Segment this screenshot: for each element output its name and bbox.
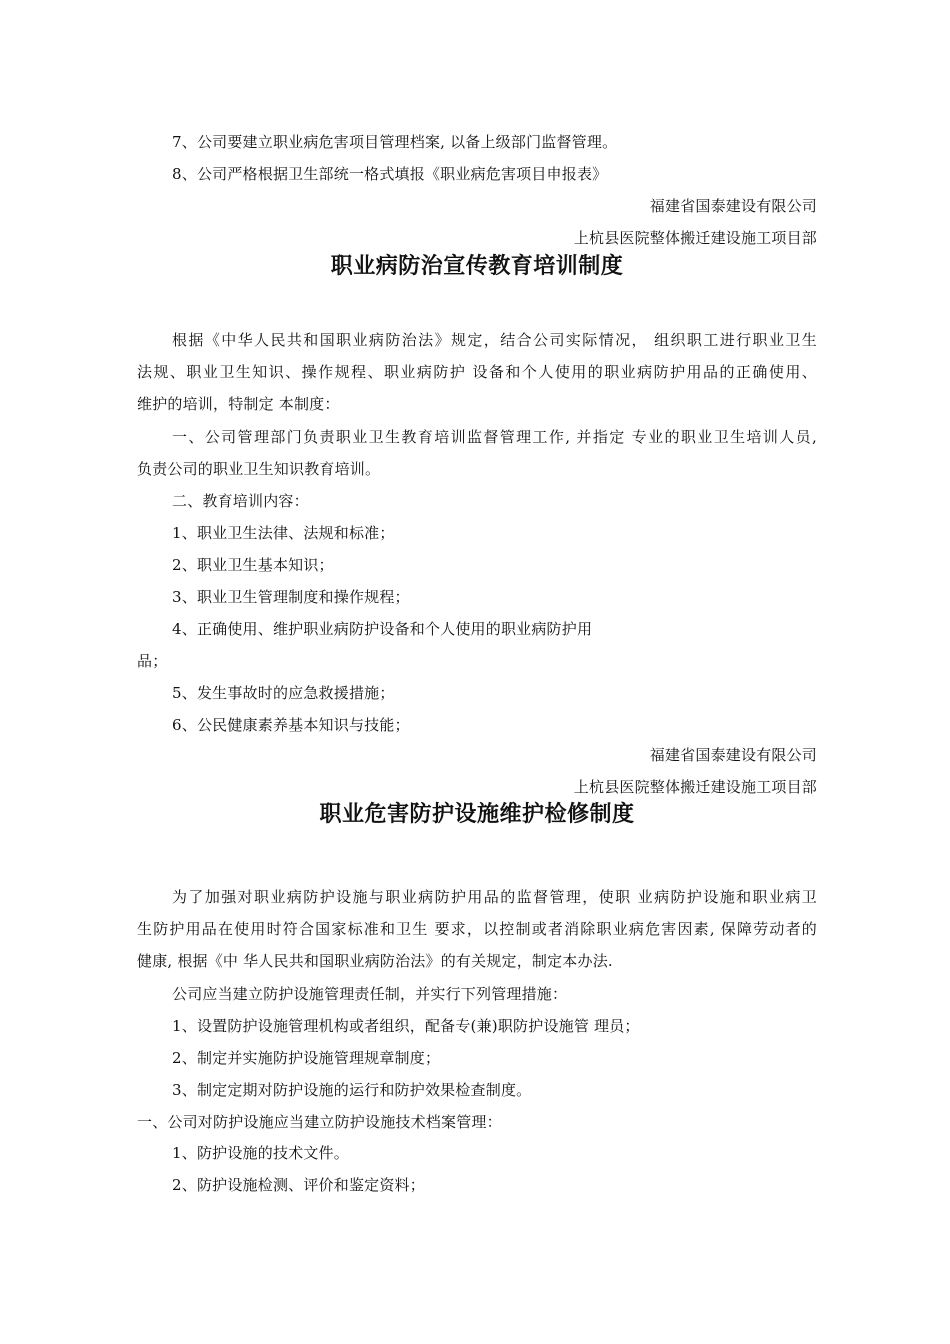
list-item: 6、公民健康素养基本知识与技能； [172,716,410,734]
section-title: 职业病防治宣传教育培训制度 [330,254,624,279]
paragraph-line: 法规、职业卫生知识、操作规程、职业病防护 设备和个人使用的职业病防护用品的正确使用、 [137,363,817,381]
signature-company: 福建省国泰建设有限公司 [649,746,817,764]
paragraph-line: 负责公司的职业卫生知识教育培训。 [137,460,381,478]
signature-company: 福建省国泰建设有限公司 [649,197,817,215]
list-item: 4、正确使用、维护职业病防护设备和个人使用的职业病防护用 [172,620,593,638]
subheading: 一、公司对防护设施应当建立防护设施技术档案管理： [137,1113,502,1131]
signature-project: 上杭县医院整体搬迁建设施工项目部 [573,778,817,796]
list-item: 8、公司严格根据卫生部统一格式填报《职业病危害项目申报表》 [172,165,608,183]
list-item: 3、制定定期对防护设施的运行和防护效果检查制度。 [172,1081,532,1099]
list-item: 1、防护设施的技术文件。 [172,1144,349,1162]
list-item-continuation: 品； [137,652,168,670]
list-item: 2、制定并实施防护设施管理规章制度； [172,1049,441,1067]
list-item: 5、发生事故时的应急救援措施； [172,684,395,702]
list-item: 2、职业卫生基本知识； [172,556,334,574]
signature-project: 上杭县医院整体搬迁建设施工项目部 [573,229,817,247]
paragraph-line: 根据《中华人民共和国职业病防治法》规定，结合公司实际情况， 组织职工进行职业卫生 [172,331,817,349]
subheading: 二、教育培训内容： [172,492,309,510]
list-item: 1、设置防护设施管理机构或者组织，配备专(兼)职防护设施管 理员； [172,1017,640,1035]
paragraph-line: 为了加强对职业病防护设施与职业病防护用品的监督管理，使职 业病防护设施和职业病卫 [172,888,817,906]
paragraph-line: 生防护用品在使用时符合国家标准和卫生 要求，以控制或者消除职业病危害因素, 保障劳动者的 [137,920,817,938]
paragraph-line: 维护的培训，特制定 本制度： [137,395,340,413]
paragraph-line: 健康, 根据《中 华人民共和国职业病防治法》的有关规定，制定本办法. [137,952,613,970]
list-item: 7、公司要建立职业病危害项目管理档案, 以备上级部门监督管理。 [172,133,618,151]
list-item: 1、职业卫生法律、法规和标准； [172,524,395,542]
list-item: 2、防护设施检测、评价和鉴定资料； [172,1176,425,1194]
paragraph-line: 公司应当建立防护设施管理责任制，并实行下列管理措施： [172,985,568,1003]
section-title: 职业危害防护设施维护检修制度 [319,802,635,827]
paragraph-line: 一、公司管理部门负责职业卫生教育培训监督管理工作, 并指定 专业的职业卫生培训人员, [172,428,817,446]
list-item: 3、职业卫生管理制度和操作规程； [172,588,410,606]
